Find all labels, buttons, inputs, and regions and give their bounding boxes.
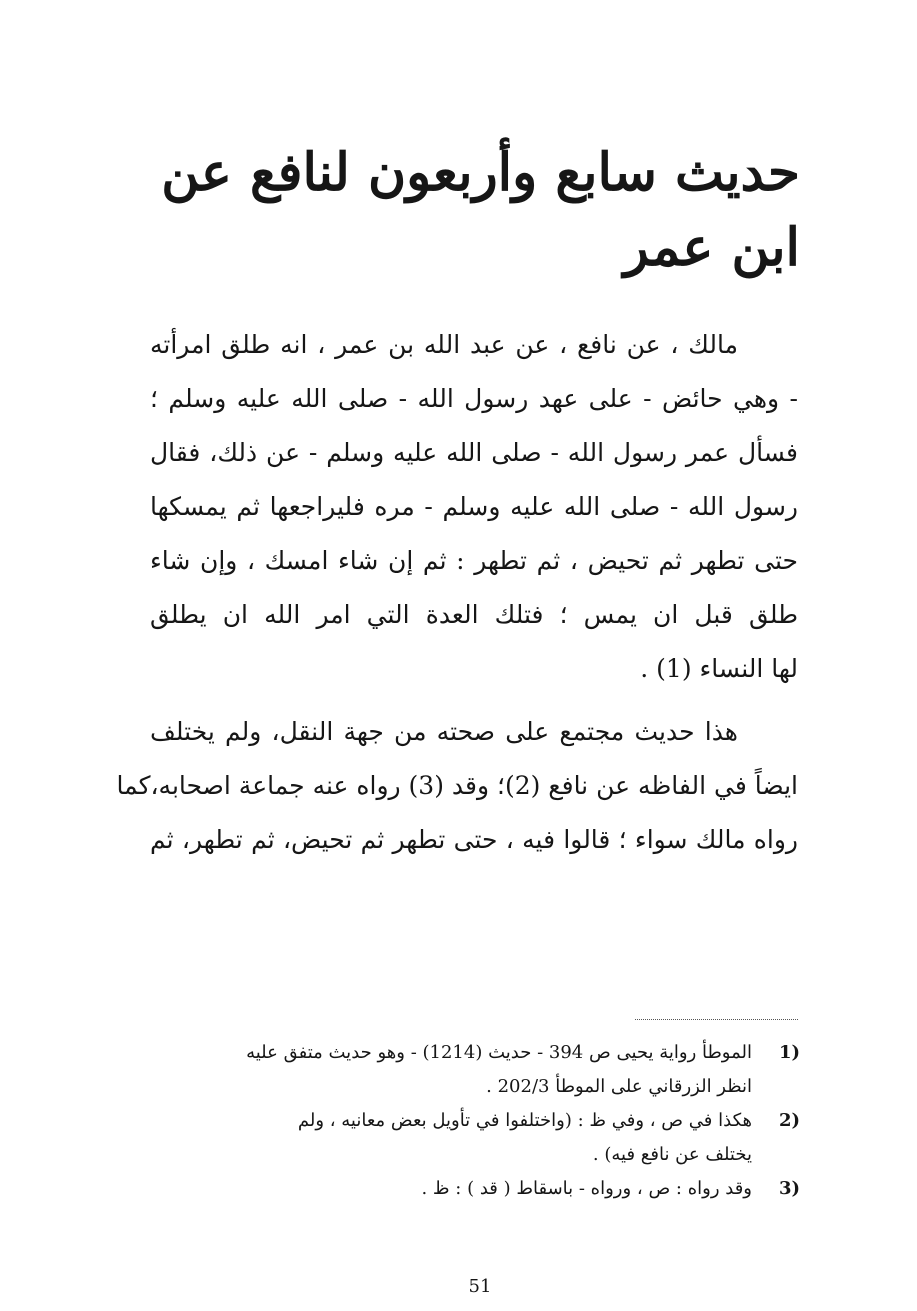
- footnote-3: [150, 1172, 800, 1206]
- text-line: رسول الله - صلى الله عليه وسلم - مره فليراجعها ثم يمسكها: [150, 492, 798, 521]
- footnote-number: (1: [778, 1042, 800, 1063]
- commentary-paragraph: [116, 705, 798, 867]
- text-line: فسأل عمر رسول الله - صلى الله عليه وسلم - عن ذلك، فقال: [150, 438, 798, 467]
- text-line: - وهي حائض - على عهد رسول الله - صلى الله عليه وسلم ؛: [150, 384, 798, 413]
- text-line: هذا حديث مجتمع على صحته من جهة النقل، ولم يختلف: [150, 717, 738, 746]
- footnote-line: وقد رواه : ص ، ورواه - باسقاط ( قد ) : ظ .: [421, 1178, 752, 1199]
- footnote-line: انظر الزرقاني على الموطأ 202/3 .: [486, 1076, 752, 1097]
- footnote-separator: [635, 1019, 798, 1020]
- hadith-text-paragraph: [150, 318, 798, 696]
- text-line: مالك ، عن نافع ، عن عبد الله بن عمر ، انه طلق امرأته: [150, 330, 738, 359]
- footnote-2: [150, 1104, 800, 1172]
- footnote-number: (3: [778, 1178, 800, 1199]
- title-line-1: حديث سابع وأربعون لنافع عن: [161, 142, 800, 203]
- footnotes: [150, 1036, 800, 1206]
- footnote-1: [150, 1036, 800, 1104]
- text-line: ايضاً في الفاظه عن نافع (2)؛ وقد (3) رواه عنه جماعة اصحابه،كما: [116, 771, 798, 800]
- footnote-line: الموطأ رواية يحيى ص 394 - حديث (1214) - وهو حديث متفق عليه: [246, 1042, 752, 1063]
- text-line: رواه مالك سواء ؛ قالوا فيه ، حتى تطهر ثم تحيض، ثم تطهر، ثم: [150, 825, 798, 854]
- footnote-line: هكذا في ص ، وفي ظ : (واختلفوا في تأويل بعض معانيه ، ولم: [297, 1110, 752, 1131]
- title-line-2: ابن عمر: [623, 217, 800, 278]
- footnote-number: (2: [778, 1110, 800, 1131]
- chapter-title: [150, 135, 800, 285]
- footnote-line: يختلف عن نافع فيه) .: [592, 1144, 752, 1165]
- text-line: طلق قبل ان يمس ؛ فتلك العدة التي امر الله ان يطلق: [150, 600, 798, 629]
- text-line: حتى تطهر ثم تحيض ، ثم تطهر : ثم إن شاء امسك ، وإن شاء: [150, 546, 798, 575]
- text-line: لها النساء (1) .: [640, 654, 798, 683]
- page-number: 51: [468, 1276, 492, 1297]
